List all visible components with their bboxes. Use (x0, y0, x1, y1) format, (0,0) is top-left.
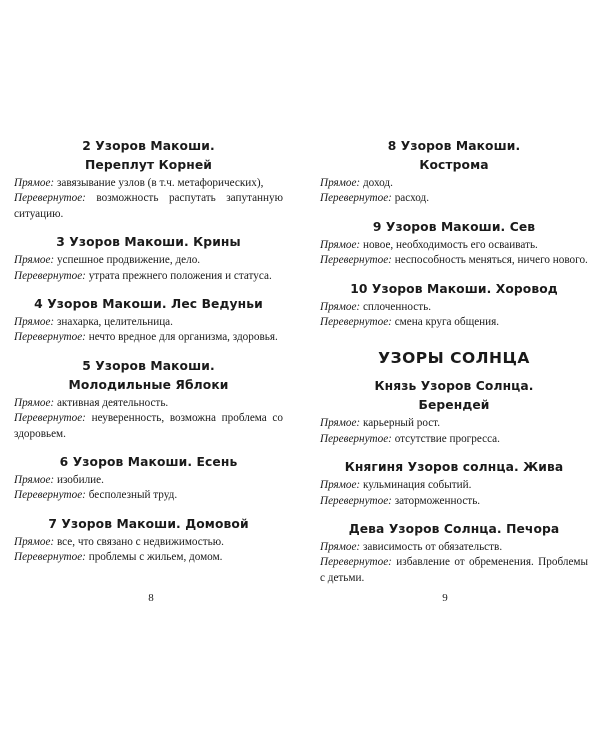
card-entry (320, 378, 588, 447)
upright-label: Прямое: (14, 177, 55, 189)
reversed-label: Перевернутое: (14, 412, 86, 425)
card-entry (14, 234, 283, 284)
reversed-meaning (14, 550, 283, 565)
upright-label: Прямое: (14, 254, 55, 267)
card-entry (14, 358, 283, 442)
reversed-meaning (320, 315, 588, 330)
page-number-left: 8 (148, 592, 154, 604)
upright-label: Прямое: (14, 316, 55, 329)
card-entry (14, 138, 283, 222)
left-column (14, 138, 283, 578)
upright-text: изобилие. (56, 474, 104, 487)
upright-text: успешное продвижение, дело. (56, 254, 201, 267)
upright-text: знахарка, целительница. (56, 316, 173, 329)
reversed-label: Перевернутое: (14, 489, 86, 502)
reversed-meaning (14, 269, 283, 284)
upright-meaning (320, 300, 588, 315)
card-title: Княгиня Узоров солнца. Жива (344, 460, 564, 475)
reversed-text: отсутствие прогресса. (394, 432, 500, 445)
reversed-text: заторможенность. (394, 494, 481, 507)
card-title: 5 Узоров Макоши. (82, 358, 215, 373)
card-entry (14, 516, 283, 566)
reversed-label: Перевернутое: (14, 551, 86, 564)
upright-text: кульминация событий. (362, 479, 472, 492)
page-number-right: 9 (442, 592, 448, 604)
reversed-meaning (320, 555, 588, 586)
card-title: 8 Узоров Макоши. (387, 139, 521, 153)
upright-label: Прямое: (320, 238, 361, 251)
upright-label: Прямое: (320, 177, 361, 189)
upright-label: Прямое: (14, 396, 55, 409)
upright-meaning (14, 253, 283, 268)
upright-text: все, что связано с недвижимостью. (56, 535, 224, 548)
reversed-text: нечто вредное для организма, здоровья. (88, 331, 278, 344)
card-title: 4 Узоров Макоши. Лес Ведуньи (34, 297, 263, 312)
upright-label: Прямое: (320, 300, 361, 313)
reversed-label: Перевернутое: (320, 432, 392, 445)
upright-text: зависимость от обязательств. (362, 541, 503, 554)
reversed-text: смена круга общения. (394, 316, 500, 329)
reversed-label: Перевернутое: (320, 556, 392, 569)
reversed-meaning (14, 191, 283, 222)
reversed-meaning (320, 432, 588, 447)
right-entries-top (320, 138, 588, 330)
reversed-label: Перевернутое: (320, 316, 392, 329)
card-entry (320, 459, 588, 509)
section-title: УЗОРЫ СОЛНЦА (378, 349, 530, 368)
upright-text: карьерный рост. (362, 417, 441, 430)
upright-label: Прямое: (320, 541, 361, 554)
upright-label: Прямое: (14, 474, 55, 487)
reversed-label: Перевернутое: (320, 254, 392, 267)
upright-meaning (14, 396, 283, 411)
reversed-text: расход. (394, 192, 430, 205)
upright-text: новое, необходимость его осваивать. (362, 238, 538, 251)
reversed-meaning (320, 253, 588, 268)
reversed-text: неуверенность, возможна проблема со здоровьем. (14, 412, 283, 440)
upright-meaning (14, 535, 283, 550)
upright-meaning (14, 473, 283, 488)
upright-meaning (14, 315, 283, 330)
right-column (320, 138, 588, 598)
right-page (300, 0, 600, 750)
upright-text: доход. (362, 177, 393, 189)
card-entry (320, 138, 588, 207)
reversed-meaning (320, 494, 588, 509)
reversed-meaning (14, 488, 283, 503)
card-entry (14, 296, 283, 346)
reversed-text: бесполезный труд. (88, 489, 178, 502)
reversed-text: неспособность меняться, ничего нового. (394, 254, 588, 267)
card-title: Князь Узоров Солнца. (374, 379, 534, 394)
reversed-label: Перевернутое: (14, 331, 86, 344)
reversed-text: возможность распутать запутанную ситуацию. (14, 192, 283, 220)
reversed-text: избавление от обременения. Проблемы с детьми. (320, 556, 589, 584)
right-entries-bottom (320, 378, 588, 586)
card-title: Кострома (419, 158, 489, 172)
card-title: 2 Узоров Макоши. (82, 139, 215, 153)
reversed-meaning (14, 411, 283, 442)
upright-meaning (320, 540, 588, 555)
upright-meaning (320, 416, 588, 431)
upright-meaning (14, 176, 283, 191)
card-title: Дева Узоров Солнца. Печора (348, 522, 560, 537)
card-entry (14, 454, 283, 504)
upright-label: Прямое: (320, 417, 361, 430)
reversed-meaning (14, 330, 283, 345)
upright-text: завязывание узлов (в т.ч. метафорических), (56, 177, 264, 189)
card-title: 10 Узоров Макоши. Хоровод (350, 281, 558, 296)
reversed-label: Перевернутое: (14, 269, 86, 282)
upright-meaning (320, 176, 588, 191)
card-entry (320, 281, 588, 331)
reversed-label: Перевернутое: (320, 192, 392, 205)
card-title: 6 Узоров Макоши. Есень (59, 455, 238, 470)
card-entry (320, 219, 588, 269)
card-title: Молодильные Яблоки (68, 377, 229, 392)
card-entry (320, 521, 588, 586)
card-title: 9 Узоров Макоши. Сев (372, 219, 536, 234)
reversed-label: Перевернутое: (14, 192, 86, 205)
card-title: 7 Узоров Макоши. Домовой (48, 516, 249, 531)
upright-text: активная деятельность. (56, 396, 169, 409)
reversed-label: Перевернутое: (320, 494, 392, 507)
reversed-text: проблемы с жильем, домом. (88, 551, 223, 564)
upright-meaning (320, 238, 588, 253)
upright-text: сплоченность. (362, 300, 431, 313)
upright-label: Прямое: (320, 479, 361, 492)
upright-meaning (320, 478, 588, 493)
card-title: Берендей (418, 398, 490, 413)
card-title: Переплут Корней (85, 158, 212, 172)
upright-label: Прямое: (14, 535, 55, 548)
reversed-meaning (320, 191, 588, 206)
card-title: 3 Узоров Макоши. Крины (56, 235, 241, 250)
reversed-text: утрата прежнего положения и статуса. (88, 269, 272, 282)
